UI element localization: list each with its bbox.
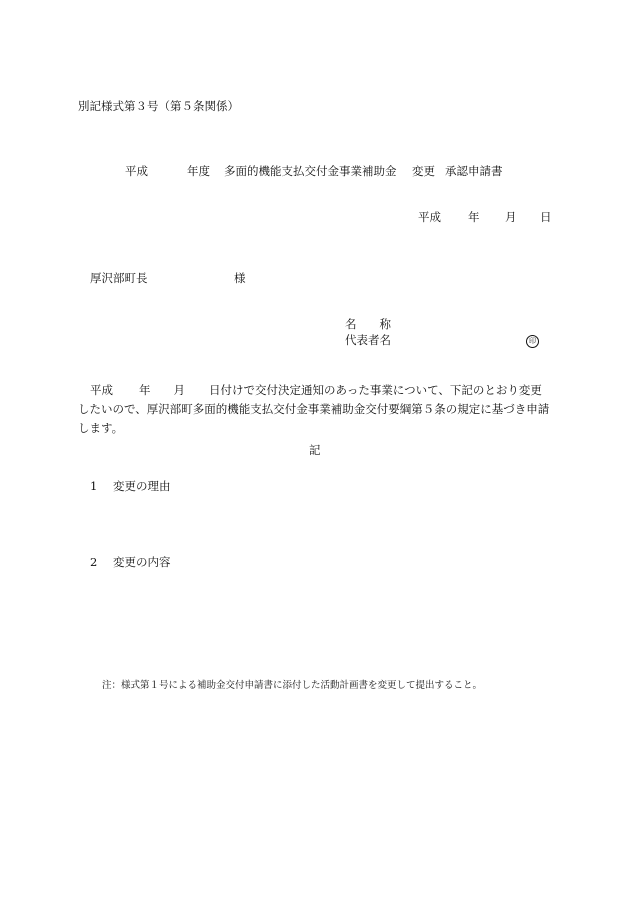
body-month: 月 xyxy=(173,383,185,397)
date-month: 月 xyxy=(505,210,517,224)
addressee-name: 厚沢部町長 xyxy=(90,271,148,285)
form-number: 別記様式第３号（第５条関係） xyxy=(78,99,239,113)
item-2-label: 変更の内容 xyxy=(113,555,171,569)
title-change: 変更 xyxy=(412,164,435,178)
date-day: 日 xyxy=(540,210,552,224)
title-approval: 承認申請書 xyxy=(445,164,503,178)
date-era: 平成 xyxy=(418,210,441,224)
body-text: 日付けで交付決定通知のあった事業について、下記のとおり変更したいので、厚沢部町多面的機能支払交付金事業補助金交付要綱第５条の規定に基づき申請します。 xyxy=(78,383,550,435)
applicant-name-label: 名 称 xyxy=(345,317,391,331)
title-main: 多面的機能支払交付金事業補助金 xyxy=(224,164,397,178)
item-2-number: 2 xyxy=(90,555,98,569)
item-1-label: 変更の理由 xyxy=(113,479,171,493)
body-year: 年 xyxy=(139,383,151,397)
title-era: 平成 xyxy=(125,164,148,178)
body-paragraph xyxy=(78,381,550,438)
applicant-rep-label: 代表者名 xyxy=(345,333,391,347)
ki-heading: 記 xyxy=(309,443,321,457)
footnote: 注：様式第１号による補助金交付申請書に添付した活動計画書を変更して提出すること。 xyxy=(102,680,483,691)
addressee-honorific: 様 xyxy=(234,271,246,285)
item-1-number: 1 xyxy=(90,479,98,493)
title-year-suffix: 年度 xyxy=(187,164,210,178)
date-year: 年 xyxy=(468,210,480,224)
seal-icon: 印 xyxy=(526,335,539,348)
body-era: 平成 xyxy=(90,383,113,397)
